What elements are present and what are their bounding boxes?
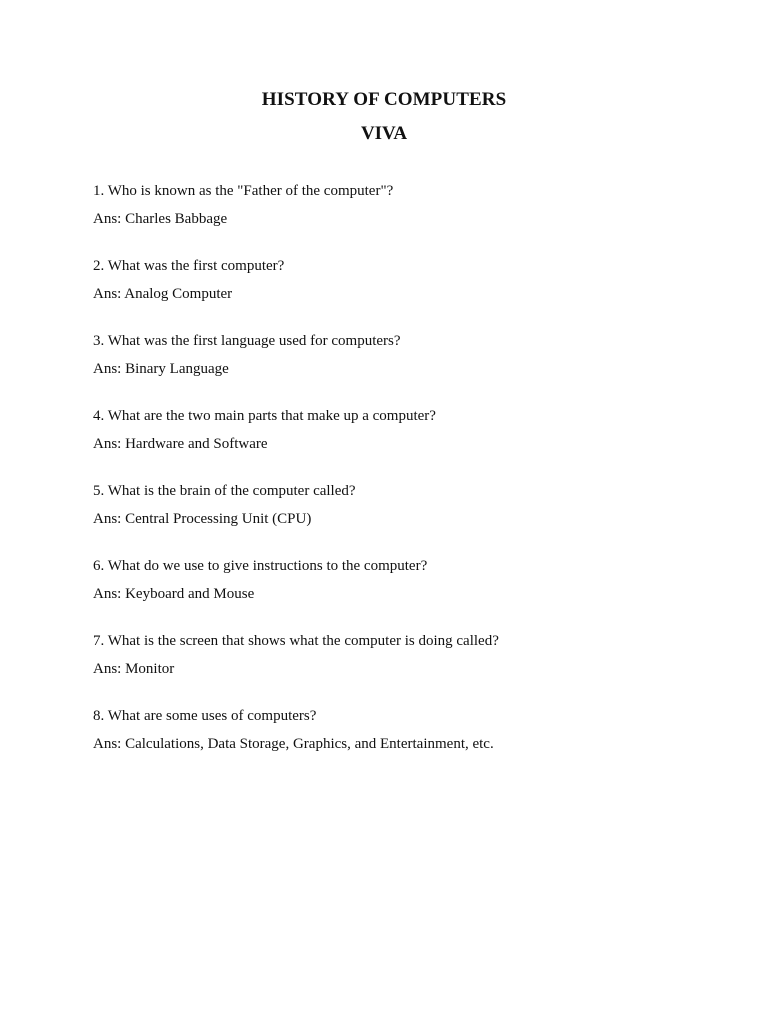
question-1: 1. Who is known as the "Father of the computer"?	[93, 183, 394, 199]
answer-1: Ans: Charles Babbage	[93, 211, 228, 227]
qa-item-3	[93, 331, 733, 379]
question-7: 7. What is the screen that shows what the computer is doing called?	[93, 633, 499, 649]
qa-item-1	[93, 181, 733, 229]
question-5: 5. What is the brain of the computer called?	[93, 483, 356, 499]
qa-list	[93, 181, 733, 781]
qa-item-5	[93, 481, 733, 529]
answer-4: Ans: Hardware and Software	[93, 436, 268, 452]
answer-6: Ans: Keyboard and Mouse	[93, 586, 255, 602]
answer-7: Ans: Monitor	[93, 661, 175, 677]
qa-item-6	[93, 556, 733, 604]
qa-item-8	[93, 706, 733, 754]
answer-8: Ans: Calculations, Data Storage, Graphics, and Entertainment, etc.	[93, 736, 494, 752]
answer-2: Ans: Analog Computer	[93, 286, 233, 302]
title-block	[0, 88, 768, 146]
qa-item-7	[93, 631, 733, 679]
question-4: 4. What are the two main parts that make up a computer?	[93, 408, 436, 424]
page-title: HISTORY OF COMPUTERS	[261, 89, 507, 110]
question-2: 2. What was the first computer?	[93, 258, 285, 274]
question-3: 3. What was the first language used for computers?	[93, 333, 401, 349]
answer-3: Ans: Binary Language	[93, 361, 229, 377]
qa-item-2	[93, 256, 733, 304]
page-subtitle: VIVA	[360, 123, 408, 144]
question-6: 6. What do we use to give instructions to the computer?	[93, 558, 428, 574]
answer-5: Ans: Central Processing Unit (CPU)	[93, 511, 312, 527]
qa-item-4	[93, 406, 733, 454]
question-8: 8. What are some uses of computers?	[93, 708, 317, 724]
